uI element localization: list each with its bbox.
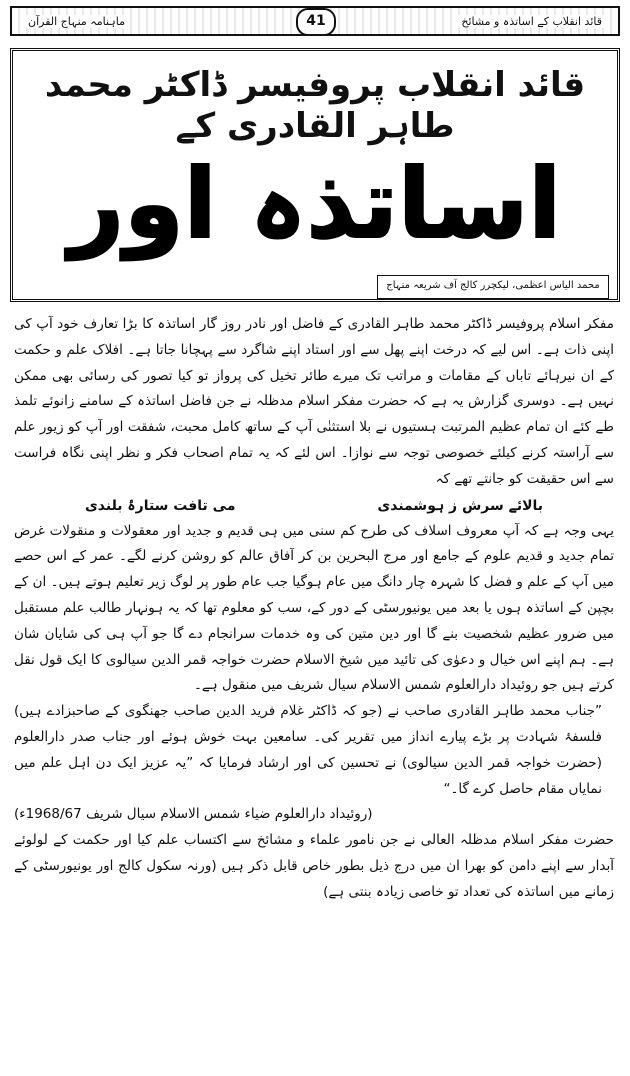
title-subheading: قائد انقلاب پروفیسر ڈاکٹر محمد طاہر القادری کے — [44, 65, 586, 146]
header-right-label: قائد انقلاب کے اساتذہ و مشائخ — [457, 15, 606, 28]
page-number: 41 — [296, 8, 336, 36]
paragraph-1: مفکر اسلام پروفیسر ڈاکٹر محمد طاہر القادری کے فاضل اور نادر روز گار اساتذہ کا بڑا تعارف خود آپ کی اپنی ذات ہے۔ اس لیے کہ درخت اپنے پھل سے اور استاد اپنے شاگرد سے پہچانا جاتا ہے۔ افلاک علم و حکمت کے ان نیرہائے تاباں کے مقامات و مراتب تک میرے طائر تخیل کی پرواز تو کیا تصور کی رسائی بھی ممکن نہیں ہے۔ دوسری گزارش یہ ہے کہ حضرت مفکر اسلام مدظلہ نے جن فاضل اساتذہ کے سامنے زانوئے تلمذ طے کئے ان تمام عظیم المرتبت ہستیوں نے بلا استثنٰی آپ کے ساتھ کامل محبت، شفقت اور آپ کو زیور علم سے آراستہ کرنے کیلئے خصوصی توجہ سے نوازا۔ اس لئے کہ یہ تمام اصحاب فکر و نظر اپنی نگاہ فراست سے اس حقیقت کو جانتے تھے کہ — [14, 316, 614, 487]
persian-couplet — [14, 493, 614, 519]
paragraph-3: حضرت مفکر اسلام مدظلہ العالی نے جن نامور علماء و مشائخ سے اکتساب علم کیا اور حکمت کے لولوئے آبدار سے اپنے دامن کو بھرا ان میں درج ذیل بطور خاص قابل ذکر ہیں (ورنہ سکول کالج اور یونیورسٹی کے زمانے میں اساتذہ کی تعداد تو خاصی زیادہ بنتی ہے) — [14, 832, 614, 900]
couplet-left: می تافت ستارۂ بلندی — [84, 497, 236, 514]
paragraph-2: یہی وجہ ہے کہ آپ معروف اسلاف کی طرح کم سنی میں ہی قدیم و جدید اور معقولات و منقولات غرض تمام جدید و قدیم علوم کے جامع اور مرج البحرین بن کر آفاق عالم کو روشن کرنے لگے۔ عمر کے اس حصے میں آپ کے علم و فضل کا شہرہ چار دانگ میں عام ہوگیا جب عام طور پر لوگ زیر تعلیم ہوتے ہیں۔ ان کے بچپن کے اساتذہ ہوں یا بعد میں یونیورسٹی کے دور کے، سب کو معلوم تھا کہ یہ ہونہار طالب علم مستقبل میں ضرور عظیم شخصیت بنے گا اور دین متین کی وہ خدمات سرانجام دے گا جو آپ ہی کی شایان شان ہے۔ ہم اپنے اس خیال و دعوٰی کی تائید میں شیخ الاسلام حضرت خواجہ قمر الدین سیالوی کا ایک قول نقل کرتے ہیں جو روئیداد دارالعلوم شمس الاسلام سیال شریف میں منقول ہے۔ — [14, 522, 614, 694]
title-box — [10, 48, 620, 302]
article-title: اساتذہ اور — [68, 148, 562, 260]
quote-source: (روئیداد دارالعلوم ضیاء شمس الاسلام سیال شریف 1968/67ء) — [14, 806, 373, 823]
author-byline: محمد الیاس اعظمی، لیکچرر کالج آف شریعہ منہاج — [377, 275, 609, 299]
quoted-passage: ”جناب محمد طاہر القادری صاحب نے (جو کہ ڈاکٹر غلام فرید الدین صاحب جھنگوی کے صاحبزادے ہیں) فلسفۂ شہادت پر بڑے پیارے انداز میں تقریر کی۔ سامعین بہت خوش ہوئے اور جناب صدر دارالعلوم (حضرت خواجہ قمر الدین سیالوی) نے تحسین کی اور ارشاد فرمایا کہ ”یہ عزیز ایک دن اہل علم میں نمایاں مقام حاصل کرے گا۔“ — [14, 703, 602, 797]
couplet-right: بالائے سرش ز ہوشمندی — [377, 497, 544, 514]
header-left-label: ماہنامہ منہاج القرآن — [24, 15, 129, 28]
article-body — [14, 312, 614, 906]
